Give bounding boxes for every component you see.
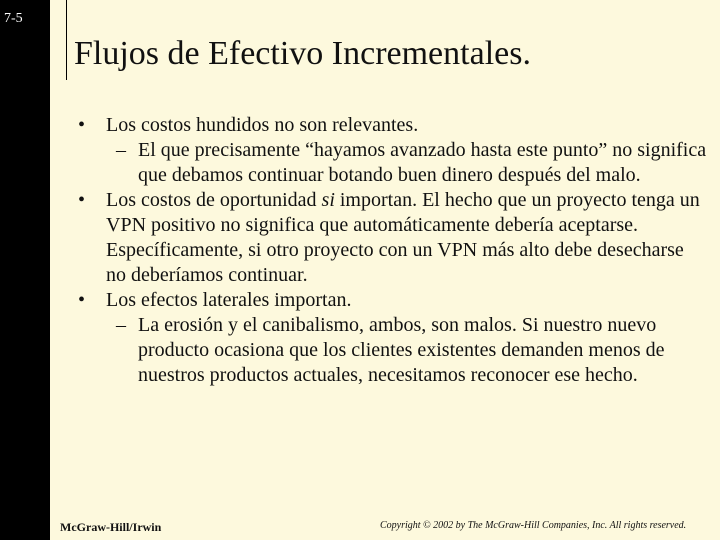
bullet-marker: • — [78, 114, 86, 136]
subbullet-sunk-costs — [78, 138, 708, 188]
subbullet-text: El que precisamente “hayamos avanzado hasta este punto” no significa que debamos continuar botando buen dinero después del malo. — [138, 139, 707, 186]
bullet-marker: • — [78, 289, 86, 311]
slide-content — [78, 113, 708, 388]
subbullet-marker: – — [116, 314, 126, 336]
bullet-opportunity-costs — [78, 188, 708, 288]
subbullet-side-effects — [78, 313, 708, 388]
bullet-text: Los costos hundidos no son relevantes. — [106, 114, 419, 136]
footer-copyright: Copyright © 2002 by The McGraw-Hill Companies, Inc. All rights reserved. — [380, 520, 687, 531]
subbullet-marker: – — [116, 139, 126, 161]
footer-publisher: McGraw-Hill/Irwin — [60, 520, 162, 534]
slide-sidebar — [0, 0, 50, 540]
bullet-marker: • — [78, 189, 86, 211]
slide-number: 7-5 — [4, 11, 23, 26]
bullet-text: Los efectos laterales importan. — [106, 289, 352, 311]
bullet-sunk-costs — [78, 113, 708, 138]
bullet-text-emphasis: si — [321, 189, 335, 211]
subbullet-text: La erosión y el canibalismo, ambos, son malos. Si nuestro nuevo producto ocasiona que los clientes existentes demanden menos de nuestros productos actuales, necesitamos reconocer ese hecho. — [138, 314, 665, 386]
bullet-text-end: importan. El hecho que un proyecto tenga un VPN positivo no significa que automáticamente debería aceptarse. Específicamente, si otro proyecto con un VPN más alto debe desecharse no deberíamos continuar. — [106, 189, 700, 286]
slide-title: Flujos de Efectivo Incrementales. — [74, 35, 531, 72]
bullet-side-effects — [78, 288, 708, 313]
bullet-text-start: Los costos de oportunidad — [106, 189, 322, 211]
title-rule — [66, 0, 67, 80]
